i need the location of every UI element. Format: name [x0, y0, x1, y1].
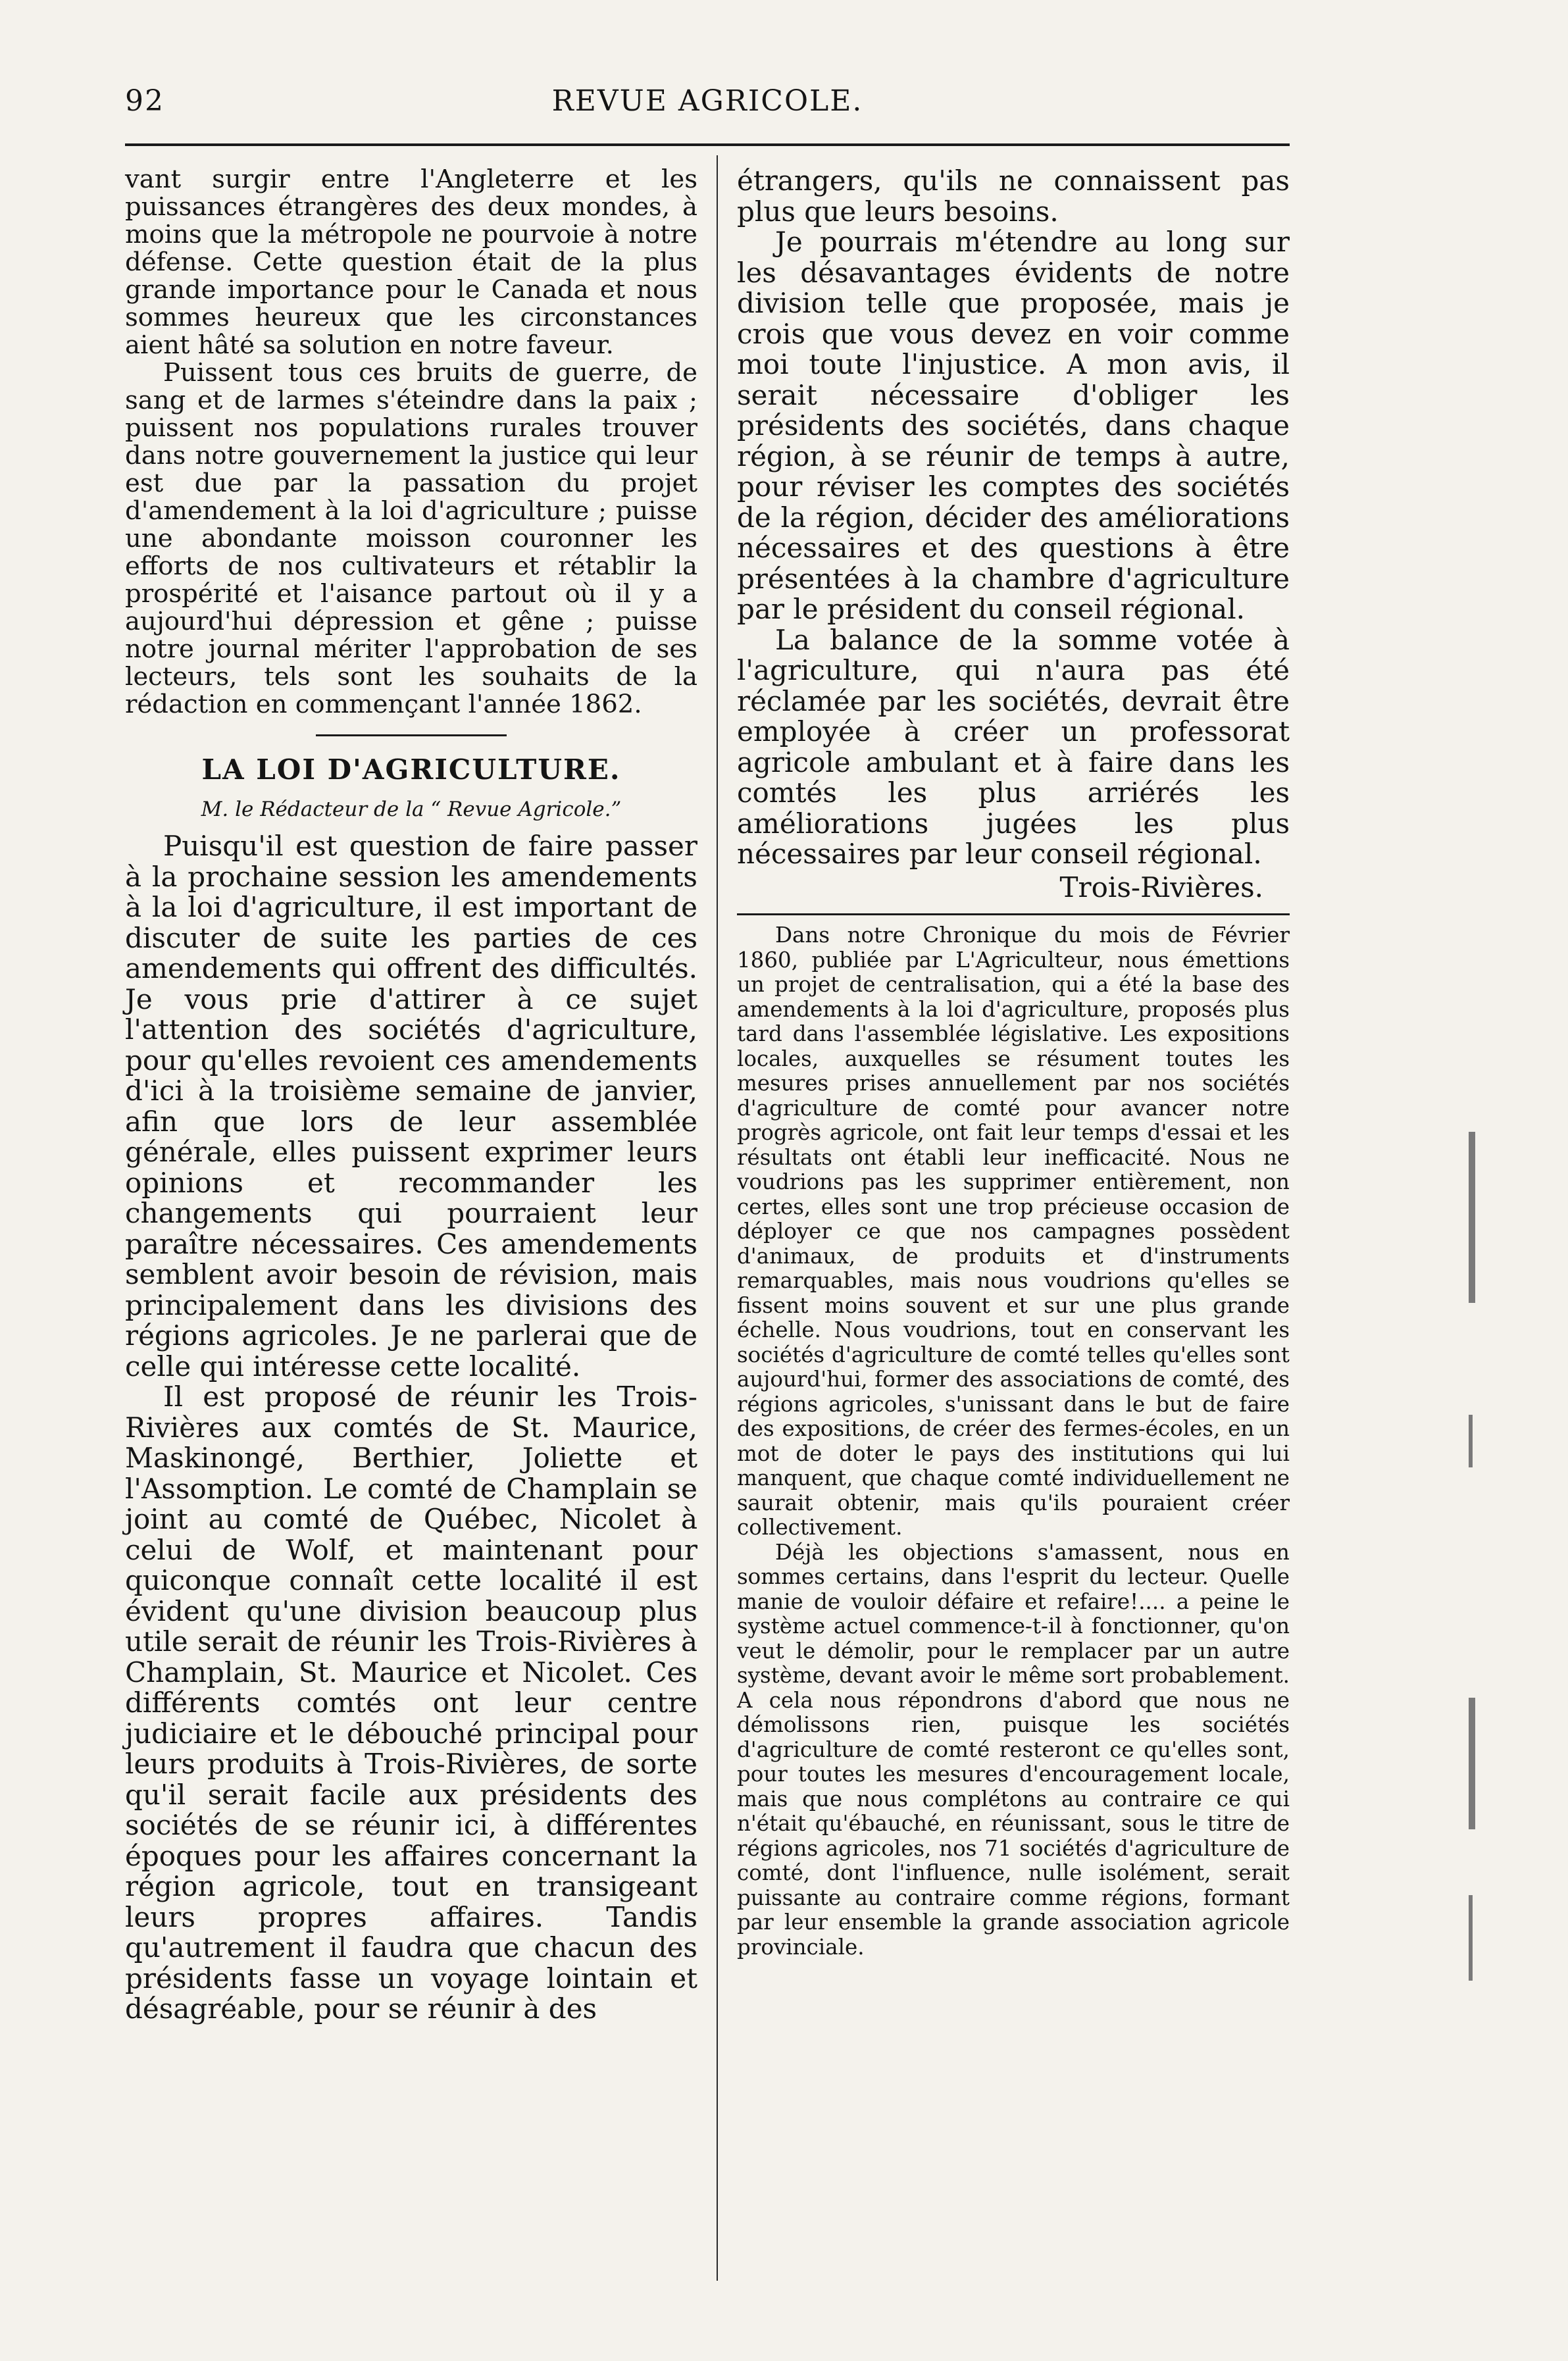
scan-edge-mark	[1469, 1698, 1475, 1829]
scan-edge-mark	[1469, 1895, 1473, 1981]
right-column	[737, 166, 1290, 1960]
editorial-separator	[737, 913, 1290, 915]
scan-edge-mark	[1469, 1132, 1475, 1303]
paragraph: Dans notre Chronique du mois de Février 1860, publiée par L'Agriculteur, nous émettions un projet de centralisation, qui a été la base des amendements à la loi d'agriculture, proposés plus tard dans l'assemblée législative. Les expositions locales, auxquelles se résument toutes les mesures prises annuellement par nos sociétés d'agriculture de comté pour avancer notre progrès agricole, ont fait leur temps d'essai et les résultats ont établi leur inefficacité. Nous ne voudrions pas les supprimer entièrement, non certes, elles sont une trop précieuse occasion de déployer ce que nos campagnes possèdent d'animaux, de produits et d'instruments remarquables, mais nous voudrions qu'elles se fissent moins souvent et sur une plus grande échelle. Nous voudrions, tout en conservant les sociétés d'agriculture de comté telles qu'elles sont aujourd'hui, former des associations de comté, des régions agricoles, s'unissant dans le but de faire des expositions, de créer des fermes-écoles, en un mot de doter le pays des institutions qui lui manquent, que chaque comté individuellement ne saurait obtenir, mais qu'ils pouraient créer collectivement.	[737, 923, 1290, 1540]
paragraph: vant surgir entre l'Angleterre et les puissances étrangères des deux mondes, à moins que la métropole ne pourvoie à notre défense. Cette question était de la plus grande importance pour le Canada et nous sommes heureux que les circonstances aient hâté sa solution en notre faveur.	[125, 165, 697, 360]
column-divider	[717, 155, 718, 2281]
section-separator	[316, 734, 507, 736]
paragraph: Je pourrais m'étendre au long sur les désavantages évidents de notre division telle que proposée, mais je crois que vous devez en voir comme moi toute l'injustice. A mon avis, il serait nécessaire d'obliger les présidents des sociétés, dans chaque région, à se réunir de temps à autre, pour réviser les comptes des sociétés de la région, décider des améliorations nécessaires et des questions à être présentées à la chambre d'agriculture par le président du conseil régional.	[737, 226, 1290, 625]
page-number: 92	[125, 84, 164, 118]
letter-body-continued	[737, 166, 1290, 903]
header-rule	[125, 143, 1290, 146]
paragraph: La balance de la somme votée à l'agriculture, qui n'aura pas été réclamée par les sociétés, devrait être employée à créer un professorat agricole ambulant et à faire dans les comtés les plus arriérés les améliorations jugées les plus nécessaires par leur conseil régional.	[737, 623, 1290, 870]
letter-salutation: M. le Rédacteur de la “ Revue Agricole.”	[201, 798, 622, 821]
paragraph: Déjà les objections s'amassent, nous en sommes certains, dans l'esprit du lecteur. Quelle manie de vouloir défaire et refaire!.... a peine le système actuel commence-t-il à fonctionner, qu'on veut le démolir, pour le remplacer par un autre système, devant avoir le même sort probablement. A cela nous répondrons d'abord que nous ne démolissons rien, puisque les sociétés d'agriculture de comté resteront ce qu'elles sont, pour toutes les mesures d'encouragement locale, mais que nous complétons au contraire ce qui n'était qu'ébauché, en réunissant, sous le titre de régions agricoles, nos 71 sociétés d'agriculture de comté, dont l'influence, nulle isolément, serait puissante au contraire comme régions, formant par leur ensemble la grande association agricole provinciale.	[737, 1539, 1290, 1960]
editorial-note	[737, 923, 1290, 1960]
section-title: LA LOI D'AGRICULTURE.	[201, 753, 621, 786]
running-title: REVUE AGRICOLE.	[551, 84, 863, 118]
page-header	[125, 84, 1290, 137]
paragraph: Il est proposé de réunir les Trois-Rivières aux comtés de St. Maurice, Maskinongé, Berthier, Joliette et l'Assomption. Le comté de Champlain se joint au comté de Québec, Nicolet à celui de Wolf, et maintenant pour quiconque connaît cette localité il est évident qu'une division beaucoup plus utile serait de réunir les Trois-Rivières à Champlain, St. Maurice et Nicolet. Ces différents comtés ont leur centre judiciaire et le débouché principal pour leurs produits à Trois-Rivières, de sorte qu'il serait facile aux présidents des sociétés de se réunir ici, à différentes époques pour les affaires concernant la région agricole, tout en transigeant leurs propres affaires. Tandis qu'autrement il faudra que chacun des présidents fasse un voyage lointain et désagréable, pour se réunir à des	[125, 1381, 697, 2025]
left-column	[125, 166, 697, 2025]
scan-edge-mark	[1469, 1415, 1473, 1467]
paragraph: Puisqu'il est question de faire passer à la prochaine session les amendements à la loi d'agriculture, il est important de discuter de suite les parties de ces amendements qui offrent des difficultés. Je vous prie d'attirer à ce sujet l'attention des sociétés d'agriculture, pour qu'elles revoient ces amendements d'ici à la troisième semaine de janvier, afin que lors de leur assemblée générale, elles puissent exprimer leurs opinions et recommander les changements qui pourraient leur paraître nécessaires. Ces amendements semblent avoir besoin de révision, mais principalement dans les divisions des régions agricoles. Je ne parlerai que de celle qui intéresse cette localité.	[125, 830, 697, 1383]
letter-body	[125, 831, 697, 2025]
letter-signature: Trois-Rivières.	[1059, 871, 1263, 903]
paragraph: étrangers, qu'ils ne connaissent pas plus que leurs besoins.	[737, 165, 1290, 228]
paragraph: Puissent tous ces bruits de guerre, de sang et de larmes s'éteindre dans la paix ; puissent nos populations rurales trouver dans notre gouvernement la justice qui leur est due par la passation du projet d'amendement à la loi d'agriculture ; puisse une abondante moisson couronner les efforts de nos cultivateurs et rétablir la prospérité et l'aisance partout où il y a aujourd'hui dépression et gêne ; puisse notre journal mériter l'approbation de ses lecteurs, tels sont les souhaits de la rédaction en commençant l'année 1862.	[125, 358, 697, 719]
